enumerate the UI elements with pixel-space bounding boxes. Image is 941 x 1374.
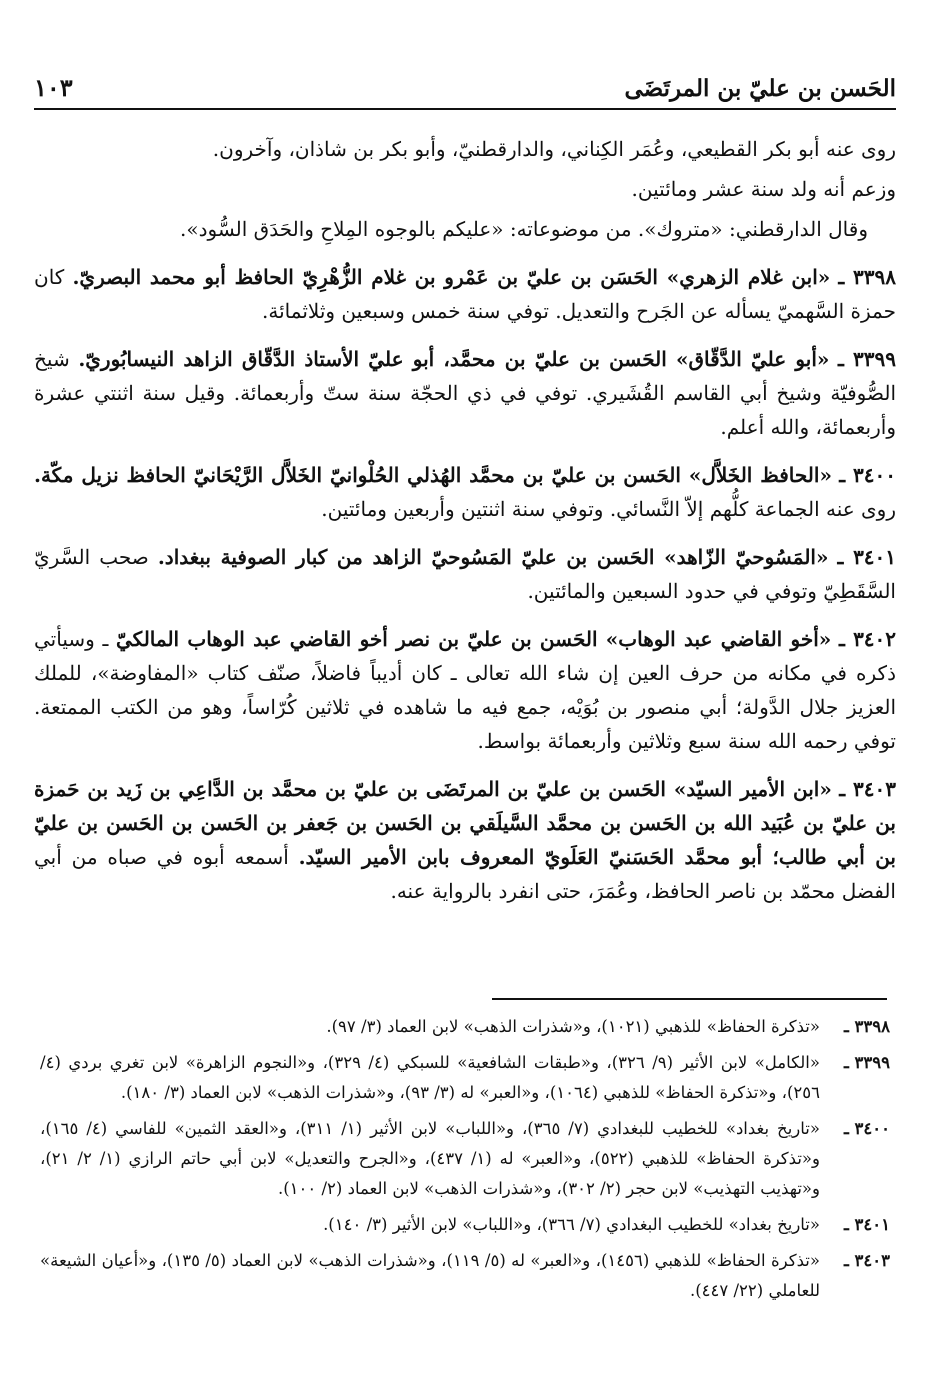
footnote-number: ٣٤٠٣ ـ bbox=[843, 1251, 890, 1270]
entry-heading: «ابن الأمير السيّد» الحَسن بن عليّ بن المرتَضَى بن عليّ بن محمَّد بن الدَّاعِي بن زَيد بن حَمزة بن عليّ بن عُبَيد الله بن الحَسن بن محمَّد السَّيلَقي بن الحَسن بن جَعفر بن الحَسن بن الحَسن بن عليّ بن أبي طالب؛ أبو محمَّد الحَسَنيّ العَلَويّ المعروف بابن الأمير السيّد. bbox=[34, 777, 896, 869]
biography-entry bbox=[34, 260, 896, 328]
entry-text: أسمعه أبوه في صباه من أبي الفضل محمّد بن ناصر الحافظ، وعُمَرَ، حتى انفرد بالرواية عنه. bbox=[34, 845, 896, 903]
footnote-separator bbox=[492, 998, 887, 1000]
biography-entry bbox=[34, 622, 896, 758]
footnote bbox=[40, 1012, 890, 1042]
biography-entry bbox=[34, 458, 896, 526]
entry-heading: «أخو القاضي عبد الوهاب» الحَسن بن عليّ بن نصر أخو القاضي عبد الوهاب المالكيّ bbox=[115, 627, 832, 651]
running-title: الحَسن بن عليّ بن المرتَضَى bbox=[624, 75, 896, 102]
biography-entry bbox=[34, 772, 896, 908]
footnote-text: «تاريخ بغداد» للخطيب البغدادي (٧/ ٣٦٦)، و«اللباب» لابن الأثير (٣/ ١٤٠). bbox=[323, 1215, 820, 1234]
entry-number: ٣٤٠٣ ـ bbox=[839, 777, 897, 801]
entry-number: ٣٤٠٢ ـ bbox=[838, 627, 897, 651]
biography-entry bbox=[34, 342, 896, 444]
entry-text: شيخ الصُّوفيّة وشيخ أبي القاسم القُشَيري. توفي في ذي الحجّة سنة ستّ وأربعمائة. وقيل سنة اثنتي عشرة وأربعمائة، والله أعلم. bbox=[34, 347, 896, 439]
footnote-number: ٣٣٩٩ ـ bbox=[843, 1053, 890, 1072]
entry-text: روى عنه الجماعة كلُّهم إلاّ النَّسائي. وتوفي سنة اثنتين وأربعين ومائتين. bbox=[321, 497, 896, 521]
entry-heading: «أبو عليّ الدَّقّاق» الحَسن بن عليّ بن محمَّد، أبو عليّ الأستاذ الدَّقّاق الزاهد النيسابُوريّ. bbox=[78, 347, 830, 371]
page-header bbox=[34, 66, 896, 110]
footnote-number: ٣٤٠١ ـ bbox=[843, 1215, 890, 1234]
paragraph: وقال الدارقطني: «متروك». من موضوعاته: «عليكم بالوجوه المِلاحِ والحَدَق السُّود». bbox=[180, 217, 868, 241]
entry-text: كان حمزة السَّهميّ يسأله عن الجَرح والتعديل. توفي سنة خمس وسبعين وثلاثمائة. bbox=[34, 265, 896, 323]
entry-heading: «الحافظ الخَلاَّل» الحَسن بن عليّ بن محمَّد الهُذلي الحُلْوانيّ الخَلاَّل الرَّيْحَانيّ الحافظ نزيل مكّة. bbox=[34, 463, 832, 487]
footnote bbox=[40, 1246, 890, 1306]
footnote-number: ٣٣٩٨ ـ bbox=[843, 1017, 890, 1036]
entry-heading: «المَسُوحيّ الزّاهد» الحَسن بن عليّ المَسُوحيّ الزاهد من كبار الصوفية ببغداد. bbox=[157, 545, 829, 569]
footnote bbox=[40, 1048, 890, 1108]
footnote-text: «تاريخ بغداد» للخطيب للبغدادي (٧/ ٣٦٥)، و«اللباب» لابن الأثير (١/ ٣١١)، و«العقد الثمين» للفاسي (٤/ ١٦٥)، و«تذكرة الحفاظ» للذهبي (٥٢٢)، و«العبر» له (١/ ٤٣٧)، و«الجرح والتعديل» لابن أبي حاتم الرازي (١/ ٢/ ٢١)، و«تهذيب التهذيب» لابن حجر (٢/ ٣٠٢)، و«شذرات الذهب» لابن العماد (٢/ ١٠٠). bbox=[40, 1119, 820, 1198]
entry-number: ٣٤٠٠ ـ bbox=[839, 463, 896, 487]
footnote bbox=[40, 1210, 890, 1240]
entry-text: صحب السَّريّ السَّقَطِيّ وتوفي في حدود السبعين والمائتين. bbox=[34, 545, 896, 603]
biography-entry bbox=[34, 540, 896, 608]
entry-number: ٣٣٩٩ ـ bbox=[837, 347, 897, 371]
main-text bbox=[34, 132, 896, 922]
footnote bbox=[40, 1114, 890, 1204]
continued-paragraph: روى عنه أبو بكر القطيعي، وعُمَر الكِناني، والدارقطنيّ، وأبو بكر بن شاذان، وآخرون. bbox=[212, 137, 896, 161]
footnote-text: «الكامل» لابن الأثير (٩/ ٣٢٦)، و«طبقات الشافعية» للسبكي (٤/ ٣٢٩)، و«النجوم الزاهرة» لابن تغري بردي (٤/ ٢٥٦)، و«تذكرة الحفاظ» للذهبي (١٠٦٤)، و«العبر» له (٣/ ٩٣)، و«شذرات الذهب» لابن العماد (٣/ ١٨٠). bbox=[40, 1053, 820, 1102]
entry-number: ٣٤٠١ ـ bbox=[837, 545, 897, 569]
entry-number: ٣٣٩٨ ـ bbox=[838, 265, 897, 289]
entry-text: ـ وسيأتي ذكره في مكانه من حرف العين إن شاء الله تعالى ـ كان أديباً فاضلاً، صنّف كتاب «المفاوضة»، للملك العزيز جلال الدَّولة؛ أبي منصور بن بُوَيْه، جمع فيه ما شاهده في ثلاثين كُرّاساً، وهو من الكتب الممتعة. توفي رحمه الله سنة سبع وثلاثين وأربعمائة بواسط. bbox=[34, 627, 896, 753]
continued-paragraph: وزعم أنه ولد سنة عشر ومائتين. bbox=[631, 177, 896, 201]
footnote-number: ٣٤٠٠ ـ bbox=[843, 1119, 890, 1138]
entry-heading: «ابن غلام الزهري» الحَسَن بن عليّ بن عَمْرو بن غلام الزُّهْرِيّ الحافظ أبو محمد البصريّ. bbox=[72, 265, 831, 289]
page-number: ١٠٣ bbox=[34, 73, 73, 102]
footnote-text: «تذكرة الحفاظ» للذهبي (١٠٢١)، و«شذرات الذهب» لابن العماد (٣/ ٩٧). bbox=[326, 1017, 820, 1036]
footnote-text: «تذكرة الحفاظ» للذهبي (١٤٥٦)، و«العبر» له (٥/ ١١٩)، و«شذرات الذهب» لابن العماد (٥/ ١٣٥)، و«أعيان الشيعة» للعاملي (٢٢/ ٤٤٧). bbox=[40, 1251, 820, 1300]
footnotes bbox=[40, 1012, 890, 1312]
